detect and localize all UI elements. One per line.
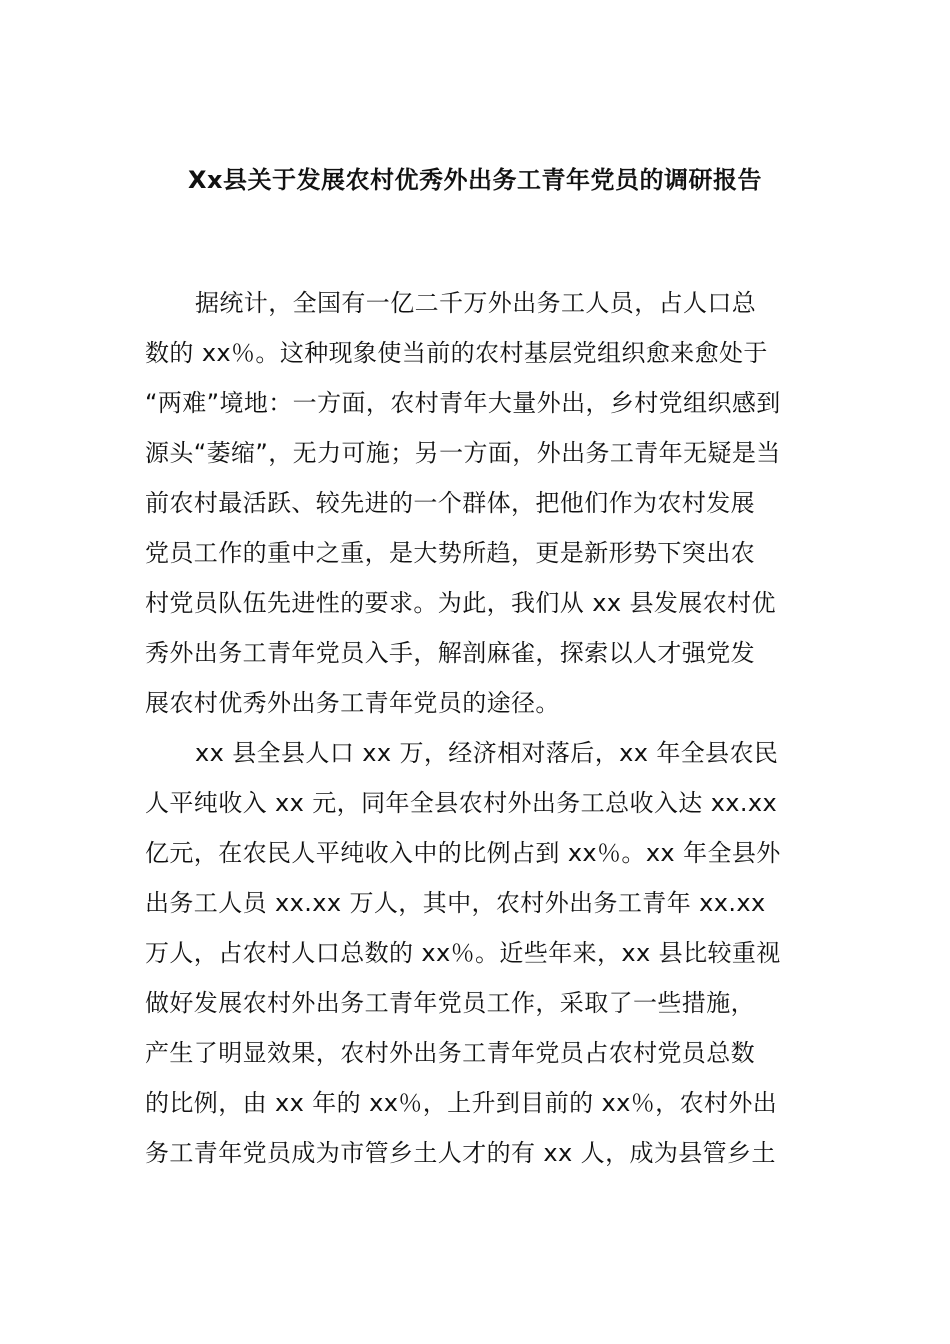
paragraph-2-line: xx 县全县人口 xx 万，经济相对落后，xx 年全县农民 bbox=[195, 739, 779, 767]
paragraph-1-line: 村党员队伍先进性的要求。为此，我们从 xx 县发展农村优 bbox=[145, 589, 776, 617]
paragraph-1-line: 源头“萎缩”，无力可施；另一方面，外出务工青年无疑是当 bbox=[145, 439, 781, 467]
paragraph-1-line: 数的 xx％。这种现象使当前的农村基层党组织愈来愈处于 bbox=[145, 339, 768, 367]
paragraph-1-line: 秀外出务工青年党员入手，解剖麻雀，探索以人才强党发 bbox=[145, 639, 755, 667]
paragraph-1-line: 展农村优秀外出务工青年党员的途径。 bbox=[145, 689, 560, 717]
paragraph-2-line: 产生了明显效果，农村外出务工青年党员占农村党员总数 bbox=[145, 1039, 755, 1067]
paragraph-2-line: 做好发展农村外出务工青年党员工作，采取了一些措施， bbox=[145, 989, 755, 1017]
paragraph-2-line: 亿元，在农民人平纯收入中的比例占到 xx％。xx 年全县外 bbox=[145, 839, 781, 867]
document-title: Xx县关于发展农村优秀外出务工青年党员的调研报告 bbox=[188, 166, 762, 194]
paragraph-2-line: 人平纯收入 xx 元，同年全县农村外出务工总收入达 xx.xx bbox=[145, 789, 778, 817]
document-body bbox=[145, 278, 810, 1178]
paragraph-1-line: “两难”境地：一方面，农村青年大量外出，乡村党组织感到 bbox=[145, 389, 781, 417]
paragraph-2-line: 务工青年党员成为市管乡土人才的有 xx 人，成为县管乡土 bbox=[145, 1139, 776, 1167]
paragraph-1-line: 党员工作的重中之重，是大势所趋，更是新形势下突出农 bbox=[145, 539, 755, 567]
paragraph-2-line: 出务工人员 xx.xx 万人，其中，农村外出务工青年 xx.xx bbox=[145, 889, 766, 917]
paragraph-2-line: 的比例，由 xx 年的 xx％，上升到目前的 xx％，农村外出 bbox=[145, 1089, 778, 1117]
paragraph-1-line: 据统计，全国有一亿二千万外出务工人员，占人口总 bbox=[195, 289, 757, 317]
paragraph-2-line: 万人，占农村人口总数的 xx％。近些年来，xx 县比较重视 bbox=[145, 939, 781, 967]
paragraph-1-line: 前农村最活跃、较先进的一个群体，把他们作为农村发展 bbox=[145, 489, 755, 517]
